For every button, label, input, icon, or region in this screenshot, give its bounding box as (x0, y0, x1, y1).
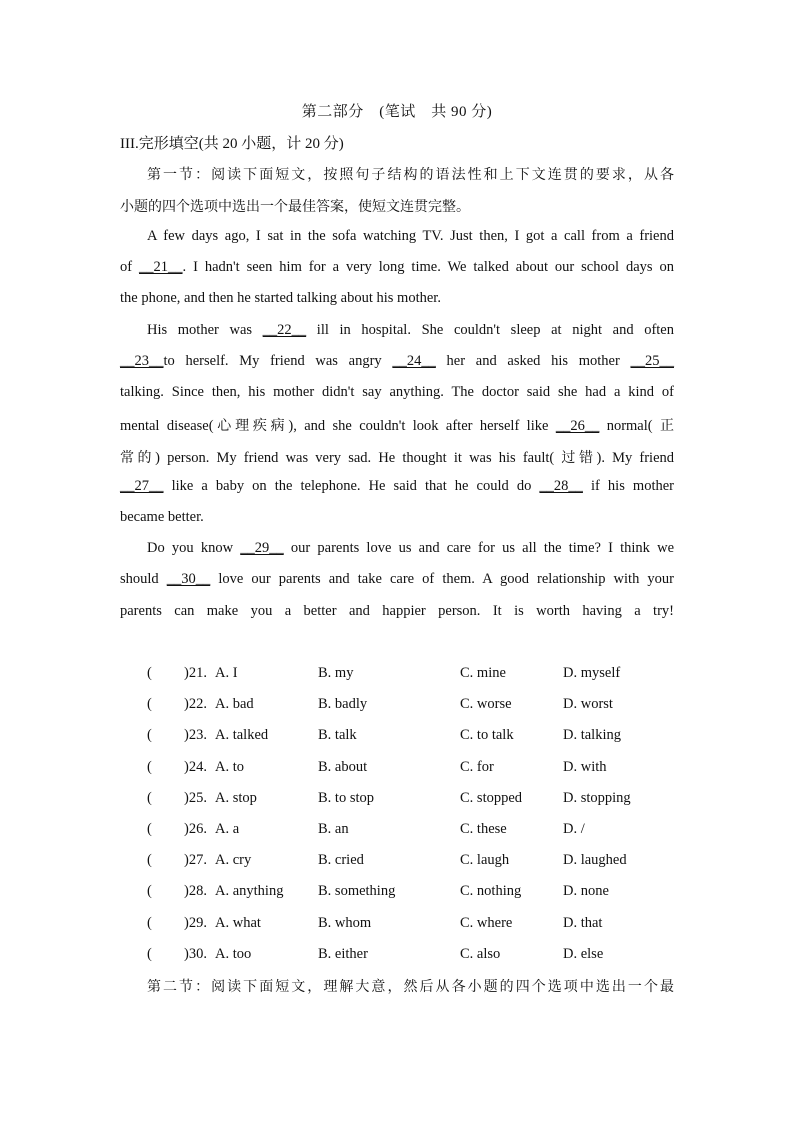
cjk-gloss-fault: 过错 (561, 450, 597, 466)
cjk-gloss-mental-disease: 心理疾病 (213, 418, 289, 434)
option-a[interactable]: A. cry (215, 852, 252, 868)
section2-intro: 第二节：阅读下面短文，理解大意，然后从各小题的四个选项中选出一个最 (147, 979, 674, 995)
question-30: ( )30. A. too B. either C. also D. else (147, 946, 604, 962)
option-c[interactable]: C. laugh (460, 852, 510, 868)
option-a[interactable]: A. I (215, 665, 238, 681)
section-title: III.完形填空(共 20 小题，计 20 分) (120, 136, 344, 152)
question-29: ( )29. A. what B. whom C. where D. that (147, 915, 603, 931)
option-c[interactable]: C. these (460, 821, 507, 837)
question-23: ( )23. A. talked B. talk C. to talk D. talking (147, 727, 621, 743)
blank-29: __29__ (240, 540, 284, 556)
blank-22: __22__ (262, 322, 307, 338)
question-27: ( )27. A. cry B. cried C. laugh D. laughed (147, 852, 627, 868)
option-a[interactable]: A. what (215, 915, 261, 931)
option-c[interactable]: C. for (460, 759, 494, 775)
section1-intro-line-2: 小题的四个选项中选出一个最佳答案，使短文连贯完整。 (120, 199, 470, 215)
question-28: ( )28. A. anything B. something C. nothing D. none (147, 883, 609, 899)
cjk-gloss-normal-1: 正 (660, 418, 674, 434)
option-a[interactable]: A. bad (215, 696, 254, 712)
passage-p2-line-4: mental disease(心理疾病), and she couldn't look after herself like __26__ normal( 正 (120, 418, 674, 434)
blank-30: __30__ (166, 571, 211, 587)
part-title: 第二部分 (笔试 共 90 分) (301, 104, 493, 120)
option-d[interactable]: D. with (563, 759, 607, 775)
option-d[interactable]: D. / (563, 821, 585, 837)
passage-p2-line-6: __27__ like a baby on the telephone. He said that he could do __28__ if his mother (120, 478, 674, 494)
cjk-gloss-normal-2: 常的 (120, 450, 156, 466)
option-c[interactable]: C. to talk (460, 727, 514, 743)
option-a[interactable]: A. a (215, 821, 240, 837)
passage-p3-line-3: parents can make you a better and happier person. It is worth having a try! (120, 603, 674, 619)
section1-intro-line-1: 第一节：阅读下面短文，按照句子结构的语法性和上下文连贯的要求，从各 (147, 167, 674, 183)
question-21: ( )21. A. I B. my C. mine D. myself (147, 665, 621, 681)
question-25: ( )25. A. stop B. to stop C. stopped D. stopping (147, 790, 631, 806)
option-b[interactable]: B. something (318, 883, 396, 899)
blank-28: __28__ (539, 478, 583, 494)
option-b[interactable]: B. my (318, 665, 354, 681)
passage-p3-line-1: Do you know __29__ our parents love us and care for us all the time? I think we (147, 540, 674, 556)
option-b[interactable]: B. cried (318, 852, 364, 868)
passage-p1-line-3: the phone, and then he started talking about his mother. (120, 290, 441, 306)
option-d[interactable]: D. worst (563, 696, 613, 712)
passage-p1-line-2: of __21__. I hadn't seen him for a very long time. We talked about our school days on (120, 259, 674, 275)
option-b[interactable]: B. badly (318, 696, 368, 712)
option-a[interactable]: A. talked (215, 727, 269, 743)
option-c[interactable]: C. also (460, 946, 501, 962)
option-a[interactable]: A. too (215, 946, 252, 962)
question-24: ( )24. A. to B. about C. for D. with (147, 759, 607, 775)
blank-23: __23__ (120, 353, 164, 369)
option-b[interactable]: B. talk (318, 727, 357, 743)
passage-p2-line-2: __23__to herself. My friend was angry __24__ her and asked his mother __25__ (120, 353, 674, 369)
option-c[interactable]: C. stopped (460, 790, 523, 806)
option-b[interactable]: B. an (318, 821, 349, 837)
blank-25: __25__ (630, 353, 674, 369)
passage-p2-line-3: talking. Since then, his mother didn't say anything. The doctor said she had a kind of (120, 384, 674, 400)
blank-27: __27__ (120, 478, 164, 494)
option-b[interactable]: B. whom (318, 915, 372, 931)
passage-p2-line-5: 常的) person. My friend was very sad. He thought it was his fault( 过错). My friend (120, 450, 675, 466)
option-a[interactable]: A. to (215, 759, 244, 775)
option-c[interactable]: C. where (460, 915, 513, 931)
option-b[interactable]: B. about (318, 759, 368, 775)
passage-p1-line-1: A few days ago, I sat in the sofa watching TV. Just then, I got a call from a friend (147, 228, 674, 244)
option-d[interactable]: D. talking (563, 727, 621, 743)
blank-24: __24__ (392, 353, 436, 369)
option-b[interactable]: B. either (318, 946, 368, 962)
option-d[interactable]: D. else (563, 946, 604, 962)
option-c[interactable]: C. worse (460, 696, 512, 712)
option-c[interactable]: C. nothing (460, 883, 522, 899)
option-a[interactable]: A. stop (215, 790, 257, 806)
option-c[interactable]: C. mine (460, 665, 506, 681)
option-d[interactable]: D. myself (563, 665, 621, 681)
blank-26: __26__ (555, 418, 600, 434)
passage-p3-line-2: should __30__ love our parents and take care of them. A good relationship with your (120, 571, 674, 587)
option-d[interactable]: D. laughed (563, 852, 627, 868)
passage-p2-line-1: His mother was __22__ ill in hospital. She couldn't sleep at night and often (147, 322, 674, 338)
option-d[interactable]: D. none (563, 883, 609, 899)
blank-21: __21__ (139, 259, 183, 275)
option-b[interactable]: B. to stop (318, 790, 374, 806)
question-22: ( )22. A. bad B. badly C. worse D. worst (147, 696, 613, 712)
option-d[interactable]: D. that (563, 915, 603, 931)
option-d[interactable]: D. stopping (563, 790, 631, 806)
passage-p2-line-7: became better. (120, 509, 204, 525)
question-26: ( )26. A. a B. an C. these D. / (147, 821, 585, 837)
option-a[interactable]: A. anything (215, 883, 284, 899)
